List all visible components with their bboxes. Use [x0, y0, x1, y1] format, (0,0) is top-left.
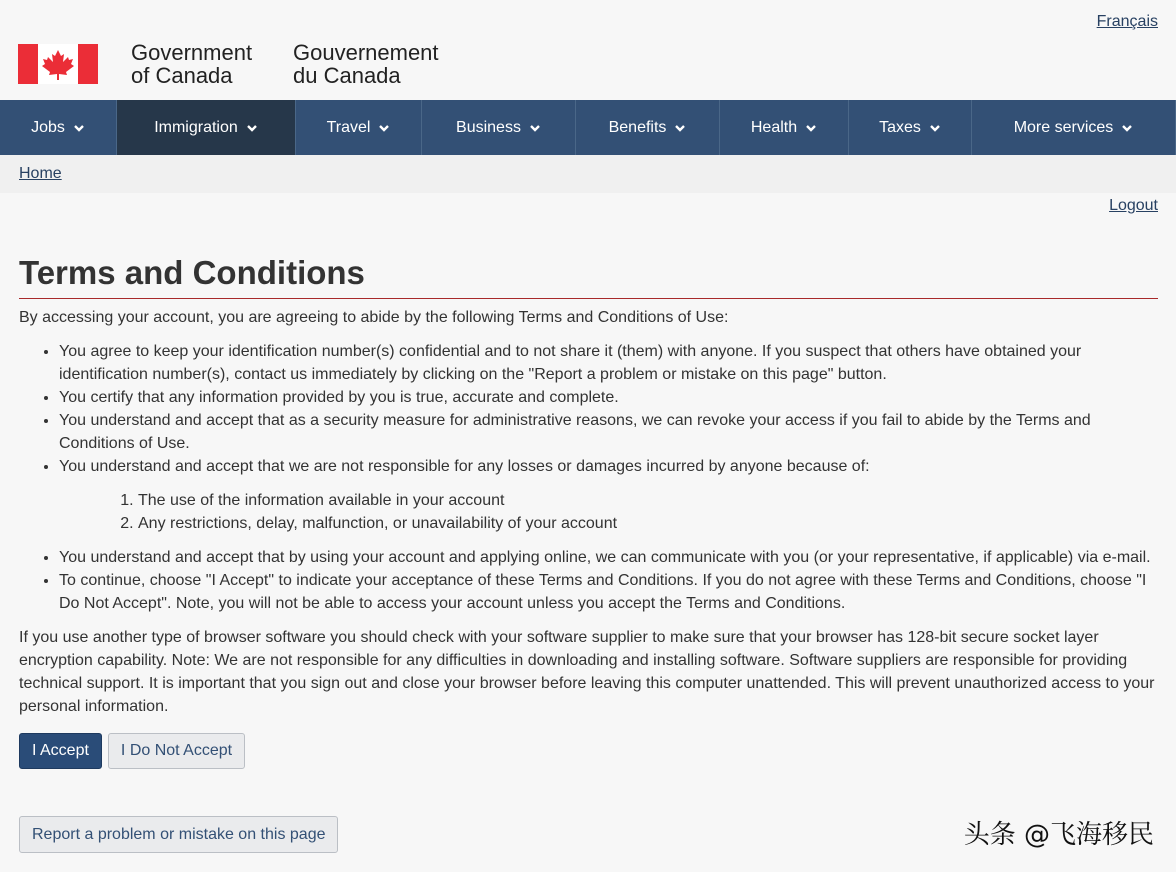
- title-divider: [19, 298, 1158, 299]
- logout-link[interactable]: Logout: [1109, 197, 1158, 214]
- main-menu: [0, 100, 1176, 155]
- list-item: • To continue, choose "I Accept" to indicate your acceptance of these Terms and Conditions. If you do not agree with these Terms and Conditions, choose "I Do Not Accept". Note, you will not be able to access your account unless you accept the Terms and Conditions.: [59, 569, 1159, 615]
- chevron-down-icon: [73, 122, 85, 134]
- chevron-down-icon: [378, 122, 390, 134]
- intro-text: By accessing your account, you are agreeing to abide by the following Terms and Conditions of Use:: [19, 309, 729, 326]
- closing-text: If you use another type of browser software you should check with your software supplier to make sure that your browser has 128-bit secure socket layer encryption capability. Note: We are not responsible for any difficulties in downloading and installing software. Software suppliers are responsible for providing technical support. It is important that you sign out and close your browser before leaving this computer unattended. This will prevent unauthorized access to your personal information.: [19, 629, 1155, 715]
- menu-item-taxes[interactable]: Taxes: [849, 100, 972, 155]
- list-item: • You understand and accept that by using your account and applying online, we can communicate with you (or your representative, if applicable) via e-mail.: [59, 546, 1159, 569]
- list-item: • You understand and accept that as a security measure for administrative reasons, we can revoke your access if you fail to abide by the Terms and Conditions of Use.: [59, 409, 1159, 455]
- chevron-down-icon: [1121, 122, 1133, 134]
- list-item: • You understand and accept that we are not responsible for any losses or damages incurred by anyone because of:: [59, 455, 1159, 478]
- breadcrumb-home-link[interactable]: Home: [19, 165, 62, 182]
- menu-item-business[interactable]: Business: [422, 100, 576, 155]
- list-item: 2. Any restrictions, delay, malfunction, or unavailability of your account: [138, 512, 1159, 535]
- chevron-down-icon: [246, 122, 258, 134]
- chevron-down-icon: [929, 122, 941, 134]
- menu-item-immigration[interactable]: Immigration: [117, 100, 296, 155]
- menu-item-more-services[interactable]: More services: [972, 100, 1176, 155]
- brand-french: Gouvernement du Canada: [293, 40, 439, 88]
- list-item: 1. The use of the information available in your account: [138, 489, 1159, 512]
- terms-list-continued: [19, 546, 1159, 615]
- chevron-down-icon: [529, 122, 541, 134]
- menu-item-benefits[interactable]: Benefits: [576, 100, 720, 155]
- decline-button[interactable]: I Do Not Accept: [108, 733, 245, 769]
- decision-buttons: [19, 733, 245, 769]
- list-item: • You certify that any information provided by you is true, accurate and complete.: [59, 386, 1159, 409]
- breadcrumb: [0, 155, 1176, 193]
- chevron-down-icon: [805, 122, 817, 134]
- accept-button[interactable]: I Accept: [19, 733, 102, 769]
- report-problem-button[interactable]: Report a problem or mistake on this page: [19, 816, 338, 853]
- terms-content: [19, 306, 1159, 729]
- watermark: 头条 @飞海移民: [963, 820, 1154, 850]
- chevron-down-icon: [674, 122, 686, 134]
- language-toggle-link[interactable]: Français: [1096, 13, 1158, 30]
- terms-list: [19, 340, 1159, 478]
- brand-english: Government of Canada: [131, 40, 253, 88]
- page-title: Terms and Conditions: [19, 254, 365, 291]
- list-item: • You agree to keep your identification number(s) confidential and to not share it (them) with anyone. If you suspect that others have obtained your identification number(s), contact us immediately by clicking on the "Report a problem or mistake on this page" button.: [59, 340, 1159, 386]
- menu-item-travel[interactable]: Travel: [296, 100, 422, 155]
- canada-flag-icon: [18, 44, 98, 84]
- liability-list: [19, 489, 1159, 535]
- menu-item-jobs[interactable]: Jobs: [0, 100, 117, 155]
- menu-item-health[interactable]: Health: [720, 100, 849, 155]
